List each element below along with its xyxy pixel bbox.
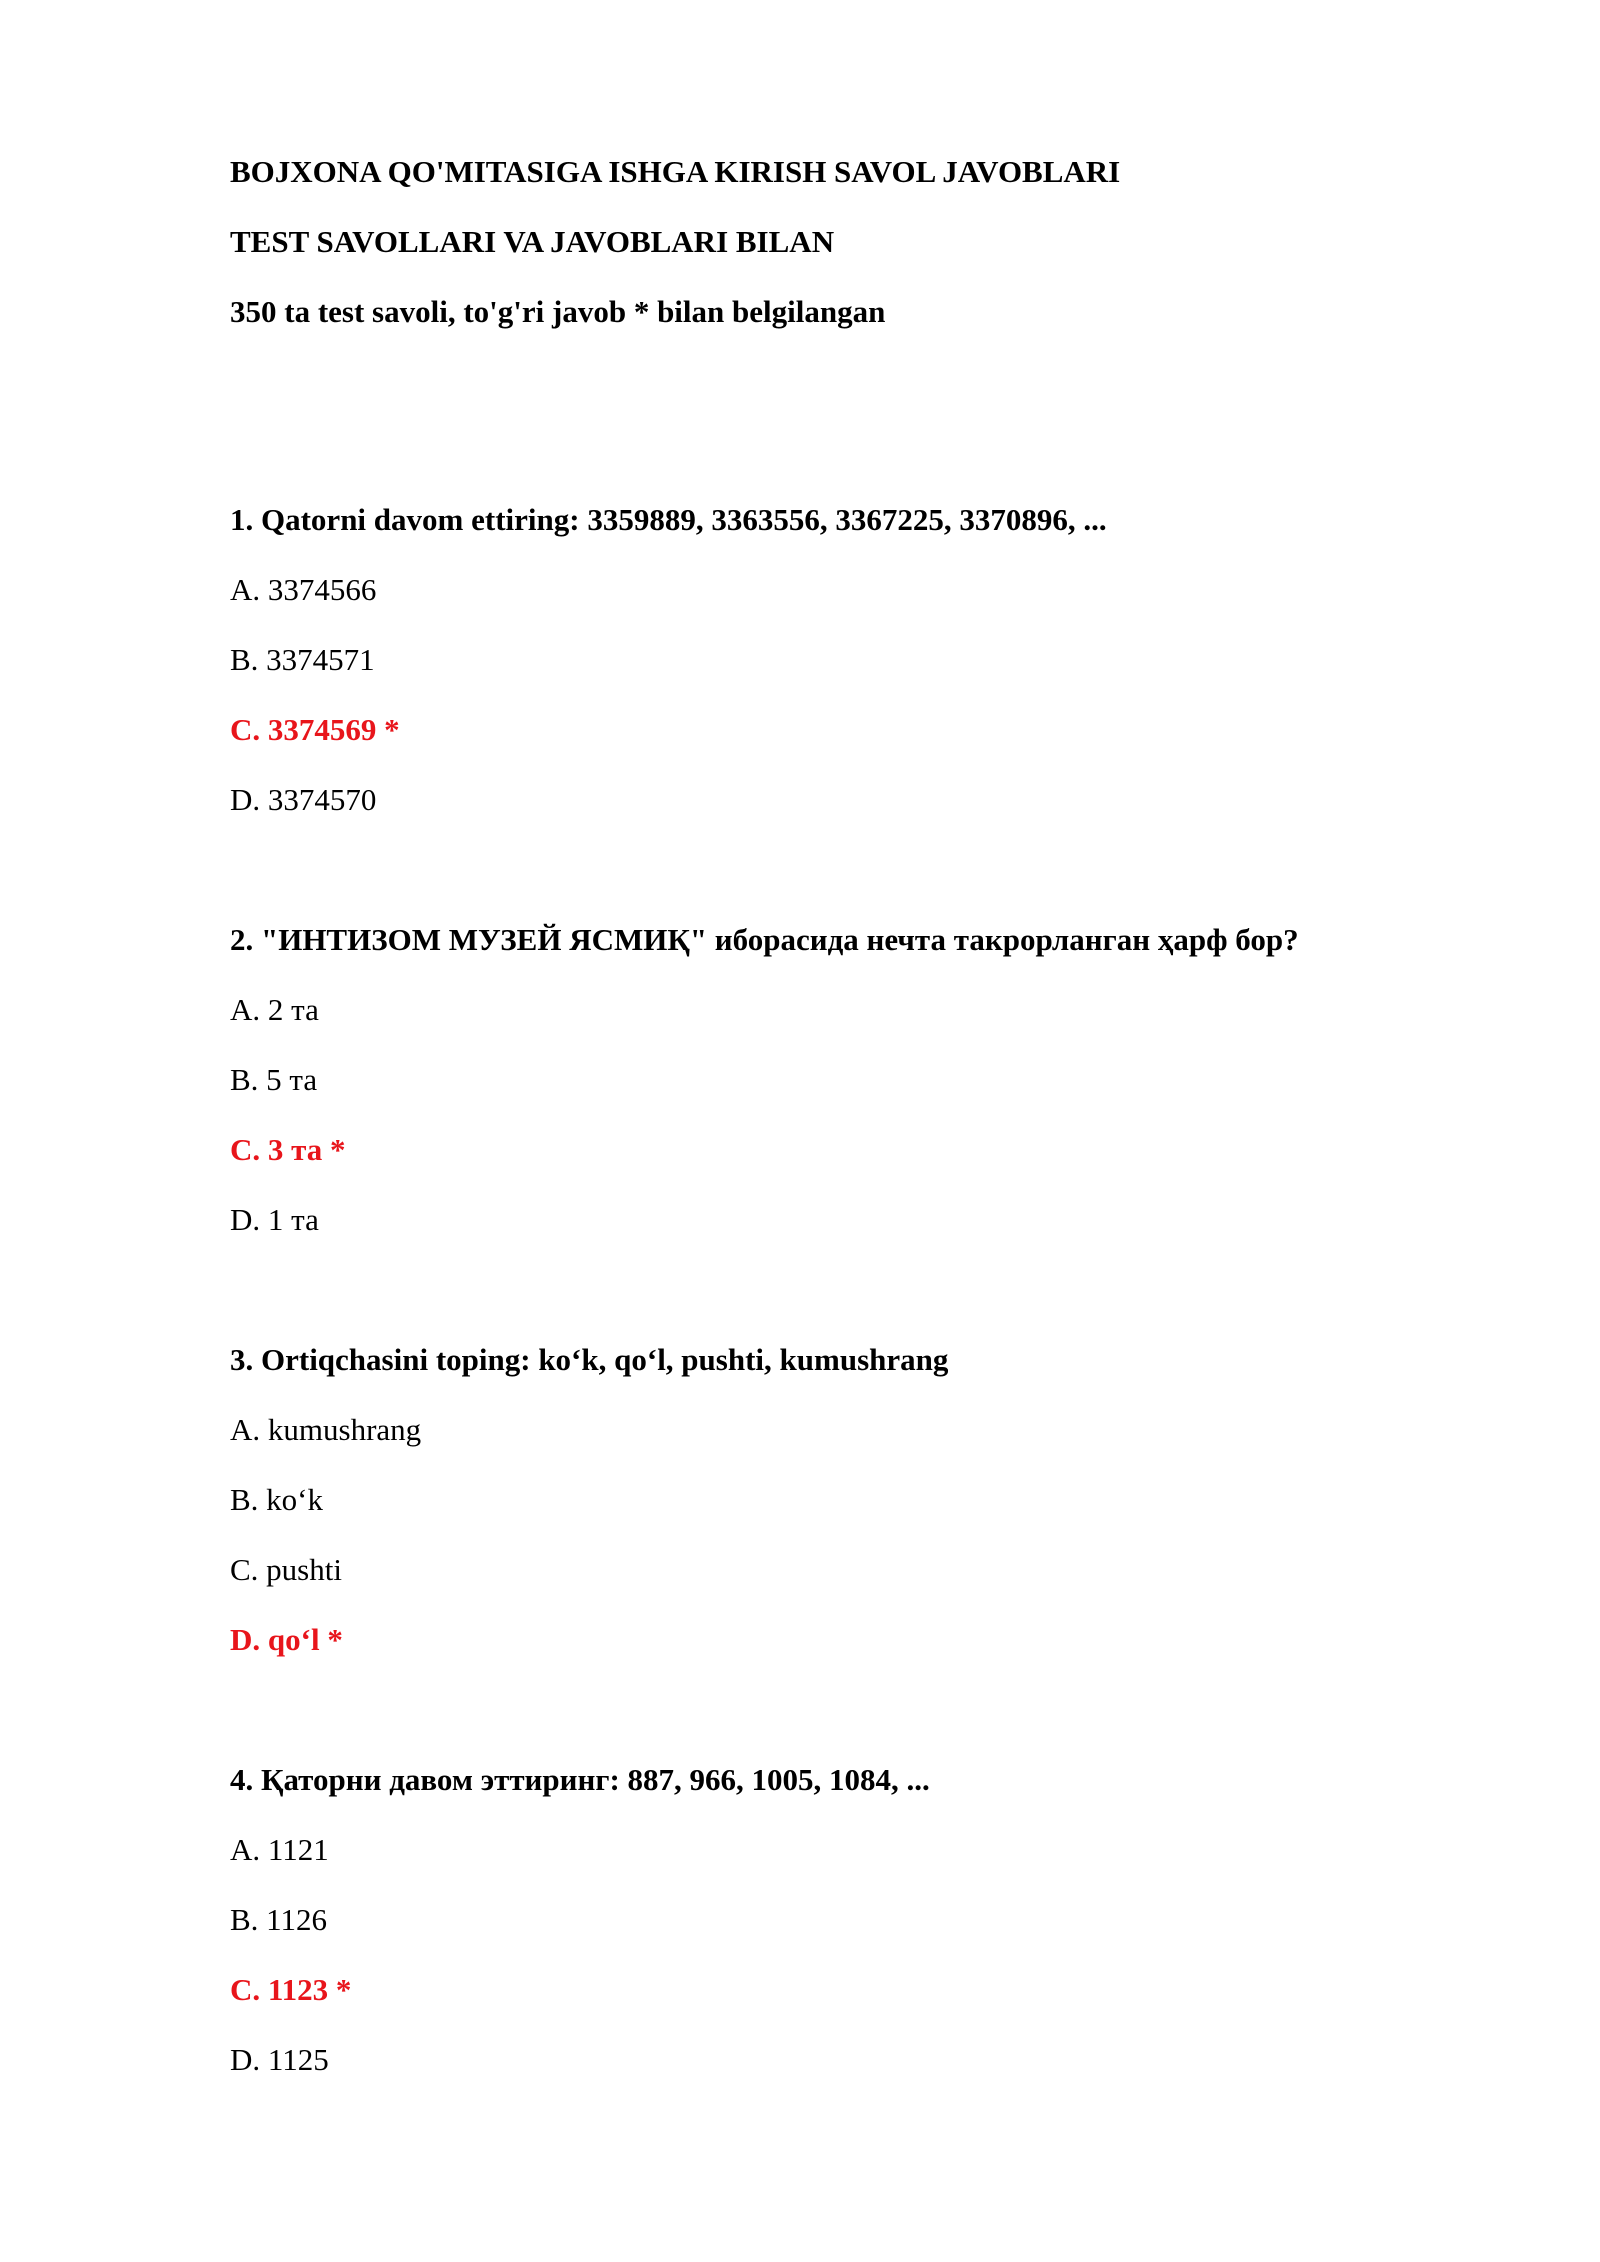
question-4-option-c-correct: C. 1123 * (230, 1972, 352, 2007)
document-title: BOJXONA QO'MITASIGA ISHGA KIRISH SAVOL JAVOBLARI (230, 154, 1121, 189)
question-1-option-d: D. 3374570 (230, 782, 377, 817)
question-1-option-b: B. 3374571 (230, 642, 375, 677)
question-1-text: 1. Qatorni davom ettiring: 3359889, 3363556, 3367225, 3370896, ... (230, 502, 1107, 537)
question-3-text: 3. Ortiqchasini toping: ko‘k, qo‘l, pushti, kumushrang (230, 1342, 949, 1377)
question-3-option-d-correct: D. qo‘l * (230, 1622, 343, 1657)
question-3-option-c: C. pushti (230, 1552, 342, 1587)
question-3-option-a: A. kumushrang (230, 1412, 422, 1447)
document-note: 350 ta test savoli, to'g'ri javob * bilan belgilangan (230, 294, 886, 329)
question-4-option-a: A. 1121 (230, 1832, 329, 1867)
question-1-option-c-correct: C. 3374569 * (230, 712, 400, 747)
question-4-text: 4. Қаторни давом эттиринг: 887, 966, 1005, 1084, ... (230, 1762, 930, 1797)
question-2-option-d: D. 1 та (230, 1202, 319, 1237)
question-4-option-b: B. 1126 (230, 1902, 328, 1937)
question-4-option-d: D. 1125 (230, 2042, 329, 2077)
question-3-option-b: B. ko‘k (230, 1482, 323, 1517)
question-2-option-b: B. 5 та (230, 1062, 318, 1097)
document-subtitle: TEST SAVOLLARI VA JAVOBLARI BILAN (230, 224, 835, 259)
question-2-text: 2. "ИНТИЗОМ МУЗЕЙ ЯСМИҚ" иборасида нечта такрорланган ҳарф бор? (230, 922, 1299, 957)
question-2-option-c-correct: C. 3 та * (230, 1132, 346, 1167)
question-1-option-a: A. 3374566 (230, 572, 377, 607)
question-2-option-a: A. 2 та (230, 992, 319, 1027)
